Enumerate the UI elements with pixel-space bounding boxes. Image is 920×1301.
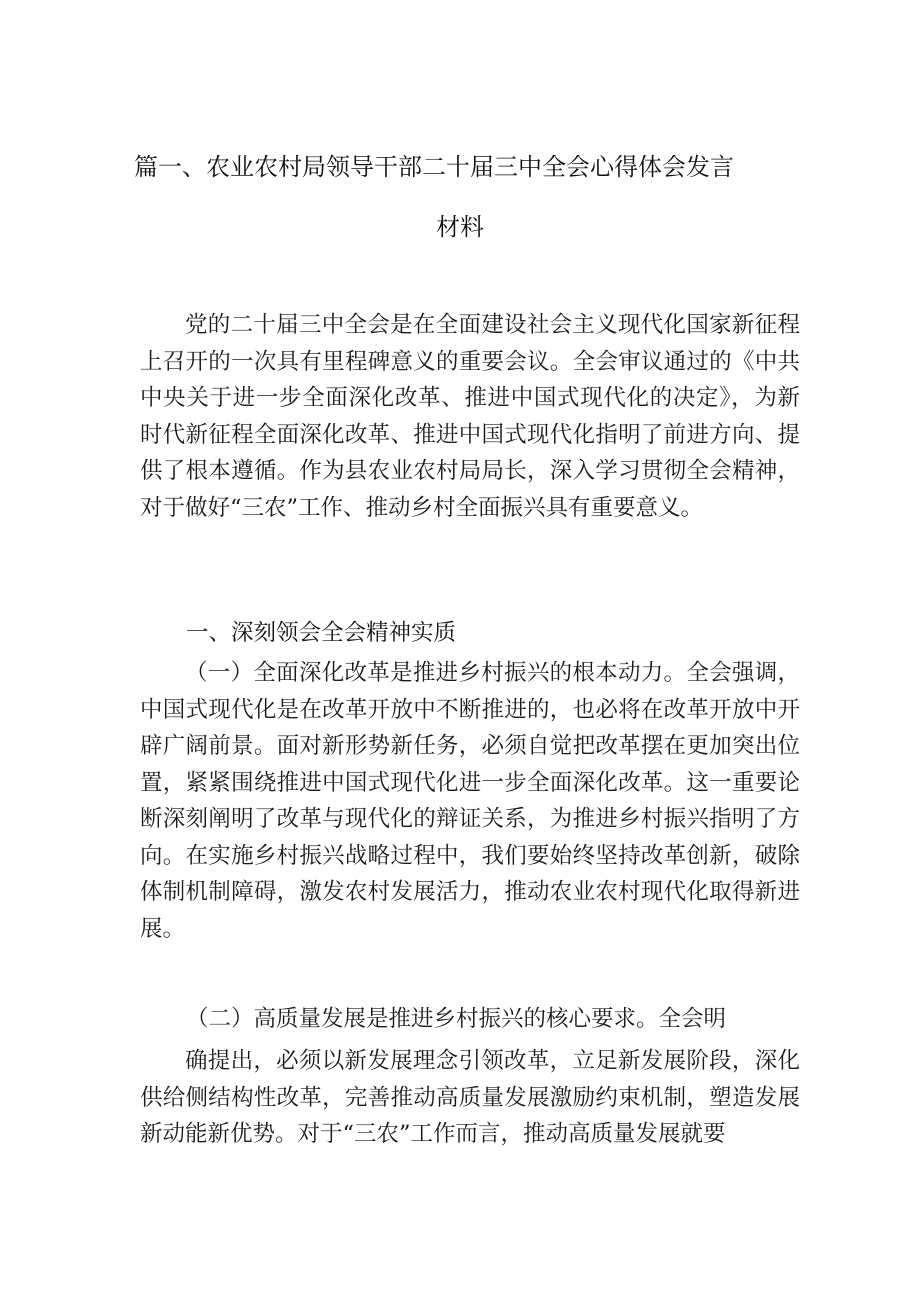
intro-paragraph: 党的二十届三中全会是在全面建设社会主义现代化国家新征程上召开的一次具有里程碑意义的重要会议。全会审议通过的《中共中央关于进一步全面深化改革、推进中国式现代化的决定》，为新时代新征程全面深化改革、推进中国式现代化指明了前进方向、提供了根本遵循。作为县农业农村局局长，深入学习贯彻全会精神，对于做好“三农”工作、推动乡村全面振兴具有重要意义。 [140, 312, 800, 521]
section-heading-1: 一、深刻领会全会精神实质 [186, 620, 457, 646]
subsection-paragraph-2: 确提出，必须以新发展理念引领改革，立足新发展阶段，深化供给侧结构性改革，完善推动高质量发展激励约束机制，塑造发展新动能新优势。对于“三农”工作而言，推动高质量发展就要 [140, 1048, 800, 1147]
subsection-paragraph-1: （一）全面深化改革是推进乡村振兴的根本动力。全会强调，中国式现代化是在改革开放中不断推进的，也必将在改革开放中开辟广阔前景。面对新形势新任务，必须自觉把改革摆在更加突出位置，紧紧围绕推进中国式现代化进一步全面深化改革。这一重要论断深刻阐明了改革与现代化的辩证关系，为推进乡村振兴指明了方向。在实施乡村振兴战略过程中，我们要始终坚持改革创新，破除体制机制障碍，激发农村发展活力，推动农业农村现代化取得新进展。 [140, 660, 800, 942]
document-title-line-2: 材料 [436, 213, 484, 241]
document-title-line-1: 篇一、农业农村局领导干部二十届三中全会心得体会发言 [134, 153, 734, 181]
subsection-paragraph-2-heading: （二）高质量发展是推进乡村振兴的核心要求。全会明 [186, 1006, 727, 1032]
